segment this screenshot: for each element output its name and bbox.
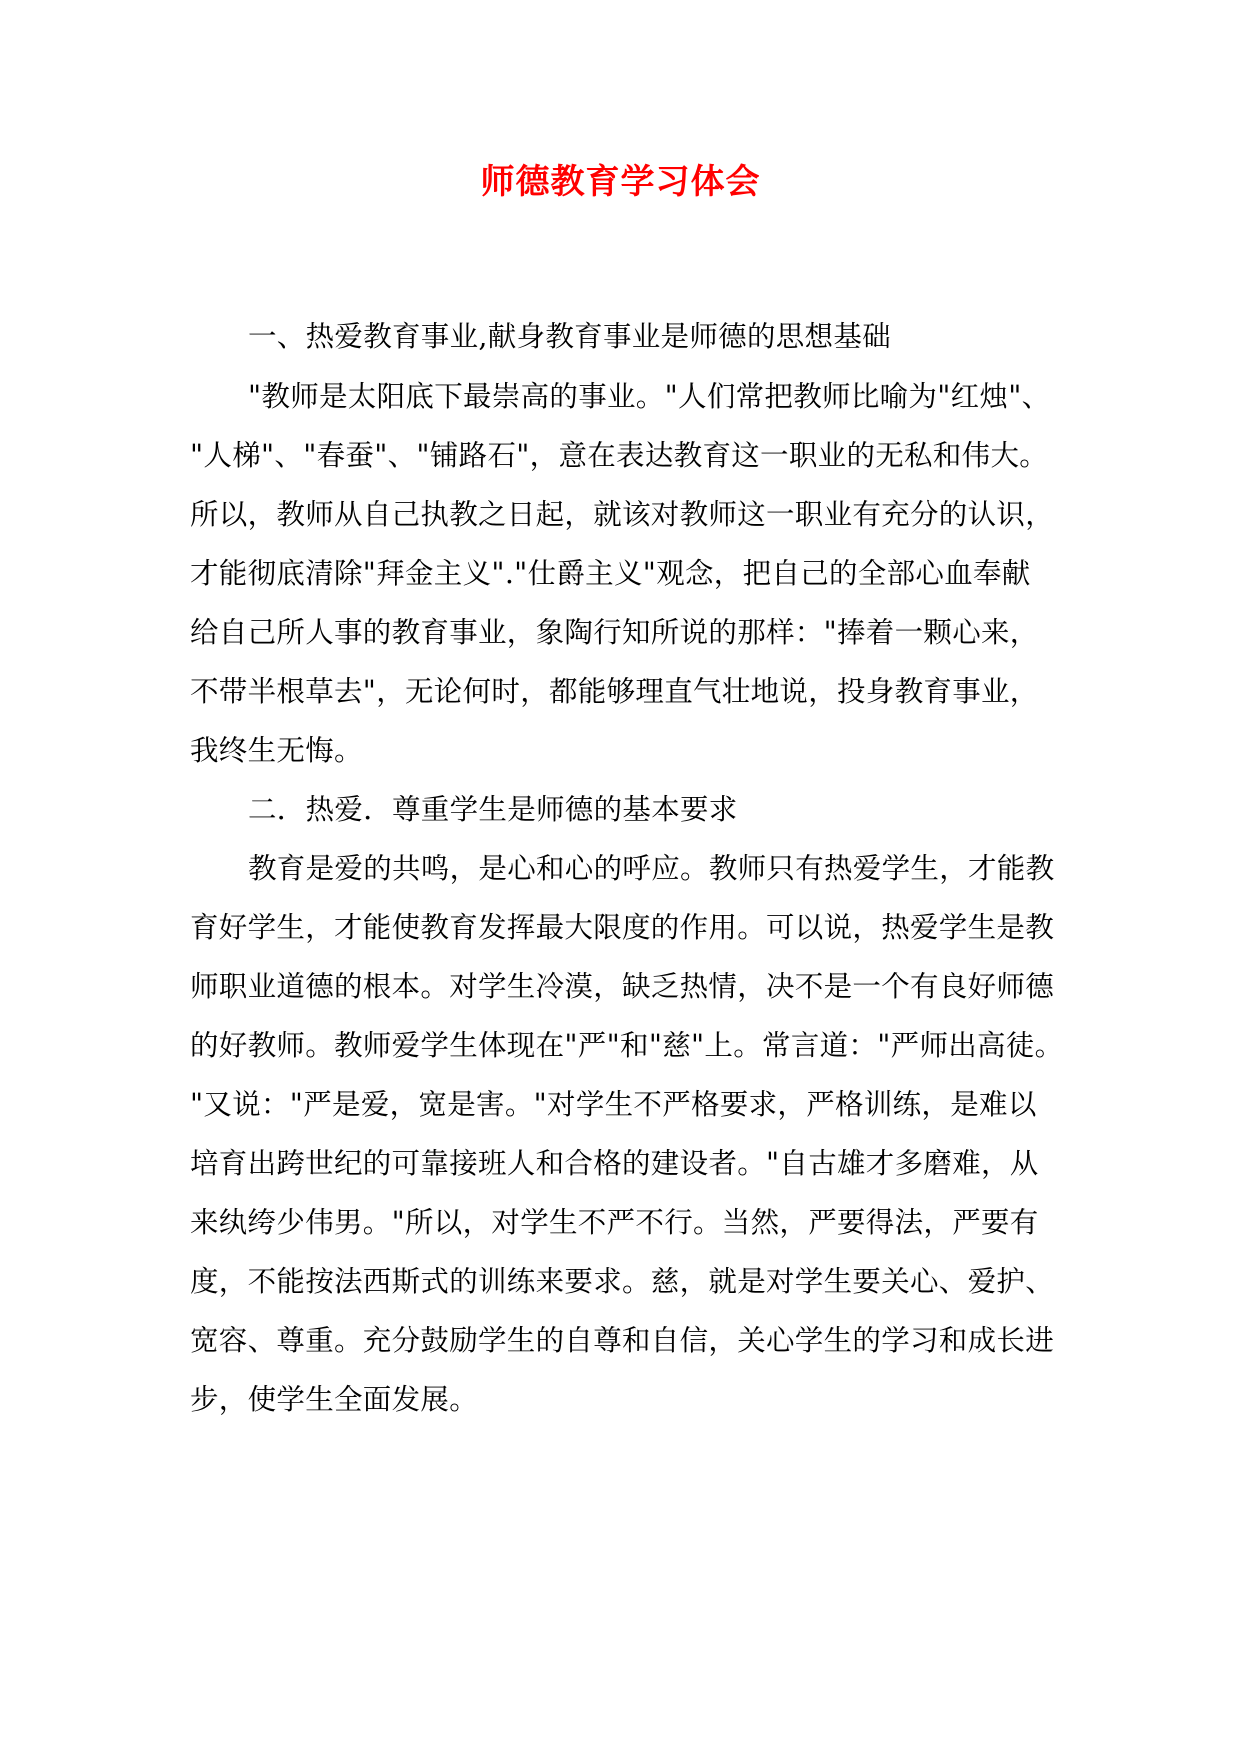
paragraph-line: 才能彻底清除"拜金主义"."仕爵主义"观念，把自己的全部心血奉献: [190, 557, 1031, 590]
section-heading-2: 二．热爱．尊重学生是师德的基本要求: [248, 793, 738, 826]
paragraph-line: 不带半根草去"，无论何时，都能够理直气壮地说，投身教育事业，: [190, 675, 1039, 708]
paragraph-line: "教师是太阳底下最崇高的事业。"人们常把教师比喻为"红烛"、: [248, 380, 1051, 413]
paragraph-line: 给自己所人事的教育事业，象陶行知所说的那样："捧着一颗心来，: [190, 616, 1039, 649]
paragraph-line: "又说："严是爱，宽是害。"对学生不严格要求，严格训练，是难以: [190, 1088, 1037, 1121]
paragraph-line: 度，不能按法西斯式的训练来要求。慈，就是对学生要关心、爱护、: [190, 1265, 1055, 1298]
paragraph-line: 育好学生，才能使教育发挥最大限度的作用。可以说，热爱学生是教: [190, 911, 1055, 944]
paragraph-line: "人梯"、"春蚕"、"铺路石"，意在表达教育这一职业的无私和伟大。: [190, 439, 1049, 472]
paragraph-line: 师职业道德的根本。对学生冷漠，缺乏热情，决不是一个有良好师德: [190, 970, 1055, 1003]
paragraph-line: 的好教师。教师爱学生体现在"严"和"慈"上。常言道："严师出高徒。: [190, 1029, 1064, 1062]
paragraph-line: 宽容、尊重。充分鼓励学生的自尊和自信，关心学生的学习和成长进: [190, 1324, 1055, 1357]
paragraph-line: 来纨绔少伟男。"所以，对学生不严不行。当然，严要得法，严要有: [190, 1206, 1039, 1239]
paragraph-line: 步，使学生全面发展。: [190, 1383, 479, 1416]
paragraph-line: 培育出跨世纪的可靠接班人和合格的建设者。"自古雄才多磨难，从: [190, 1147, 1039, 1180]
document-title: 师德教育学习体会: [480, 162, 761, 202]
paragraph-line: 所以，教师从自己执教之日起，就该对教师这一职业有充分的认识，: [190, 498, 1055, 531]
paragraph-line: 教育是爱的共鸣，是心和心的呼应。教师只有热爱学生，才能教: [248, 852, 1055, 885]
paragraph-line: 我终生无悔。: [190, 734, 363, 767]
section-heading-1: 一、热爱教育事业,献身教育事业是师德的思想基础: [248, 320, 891, 353]
